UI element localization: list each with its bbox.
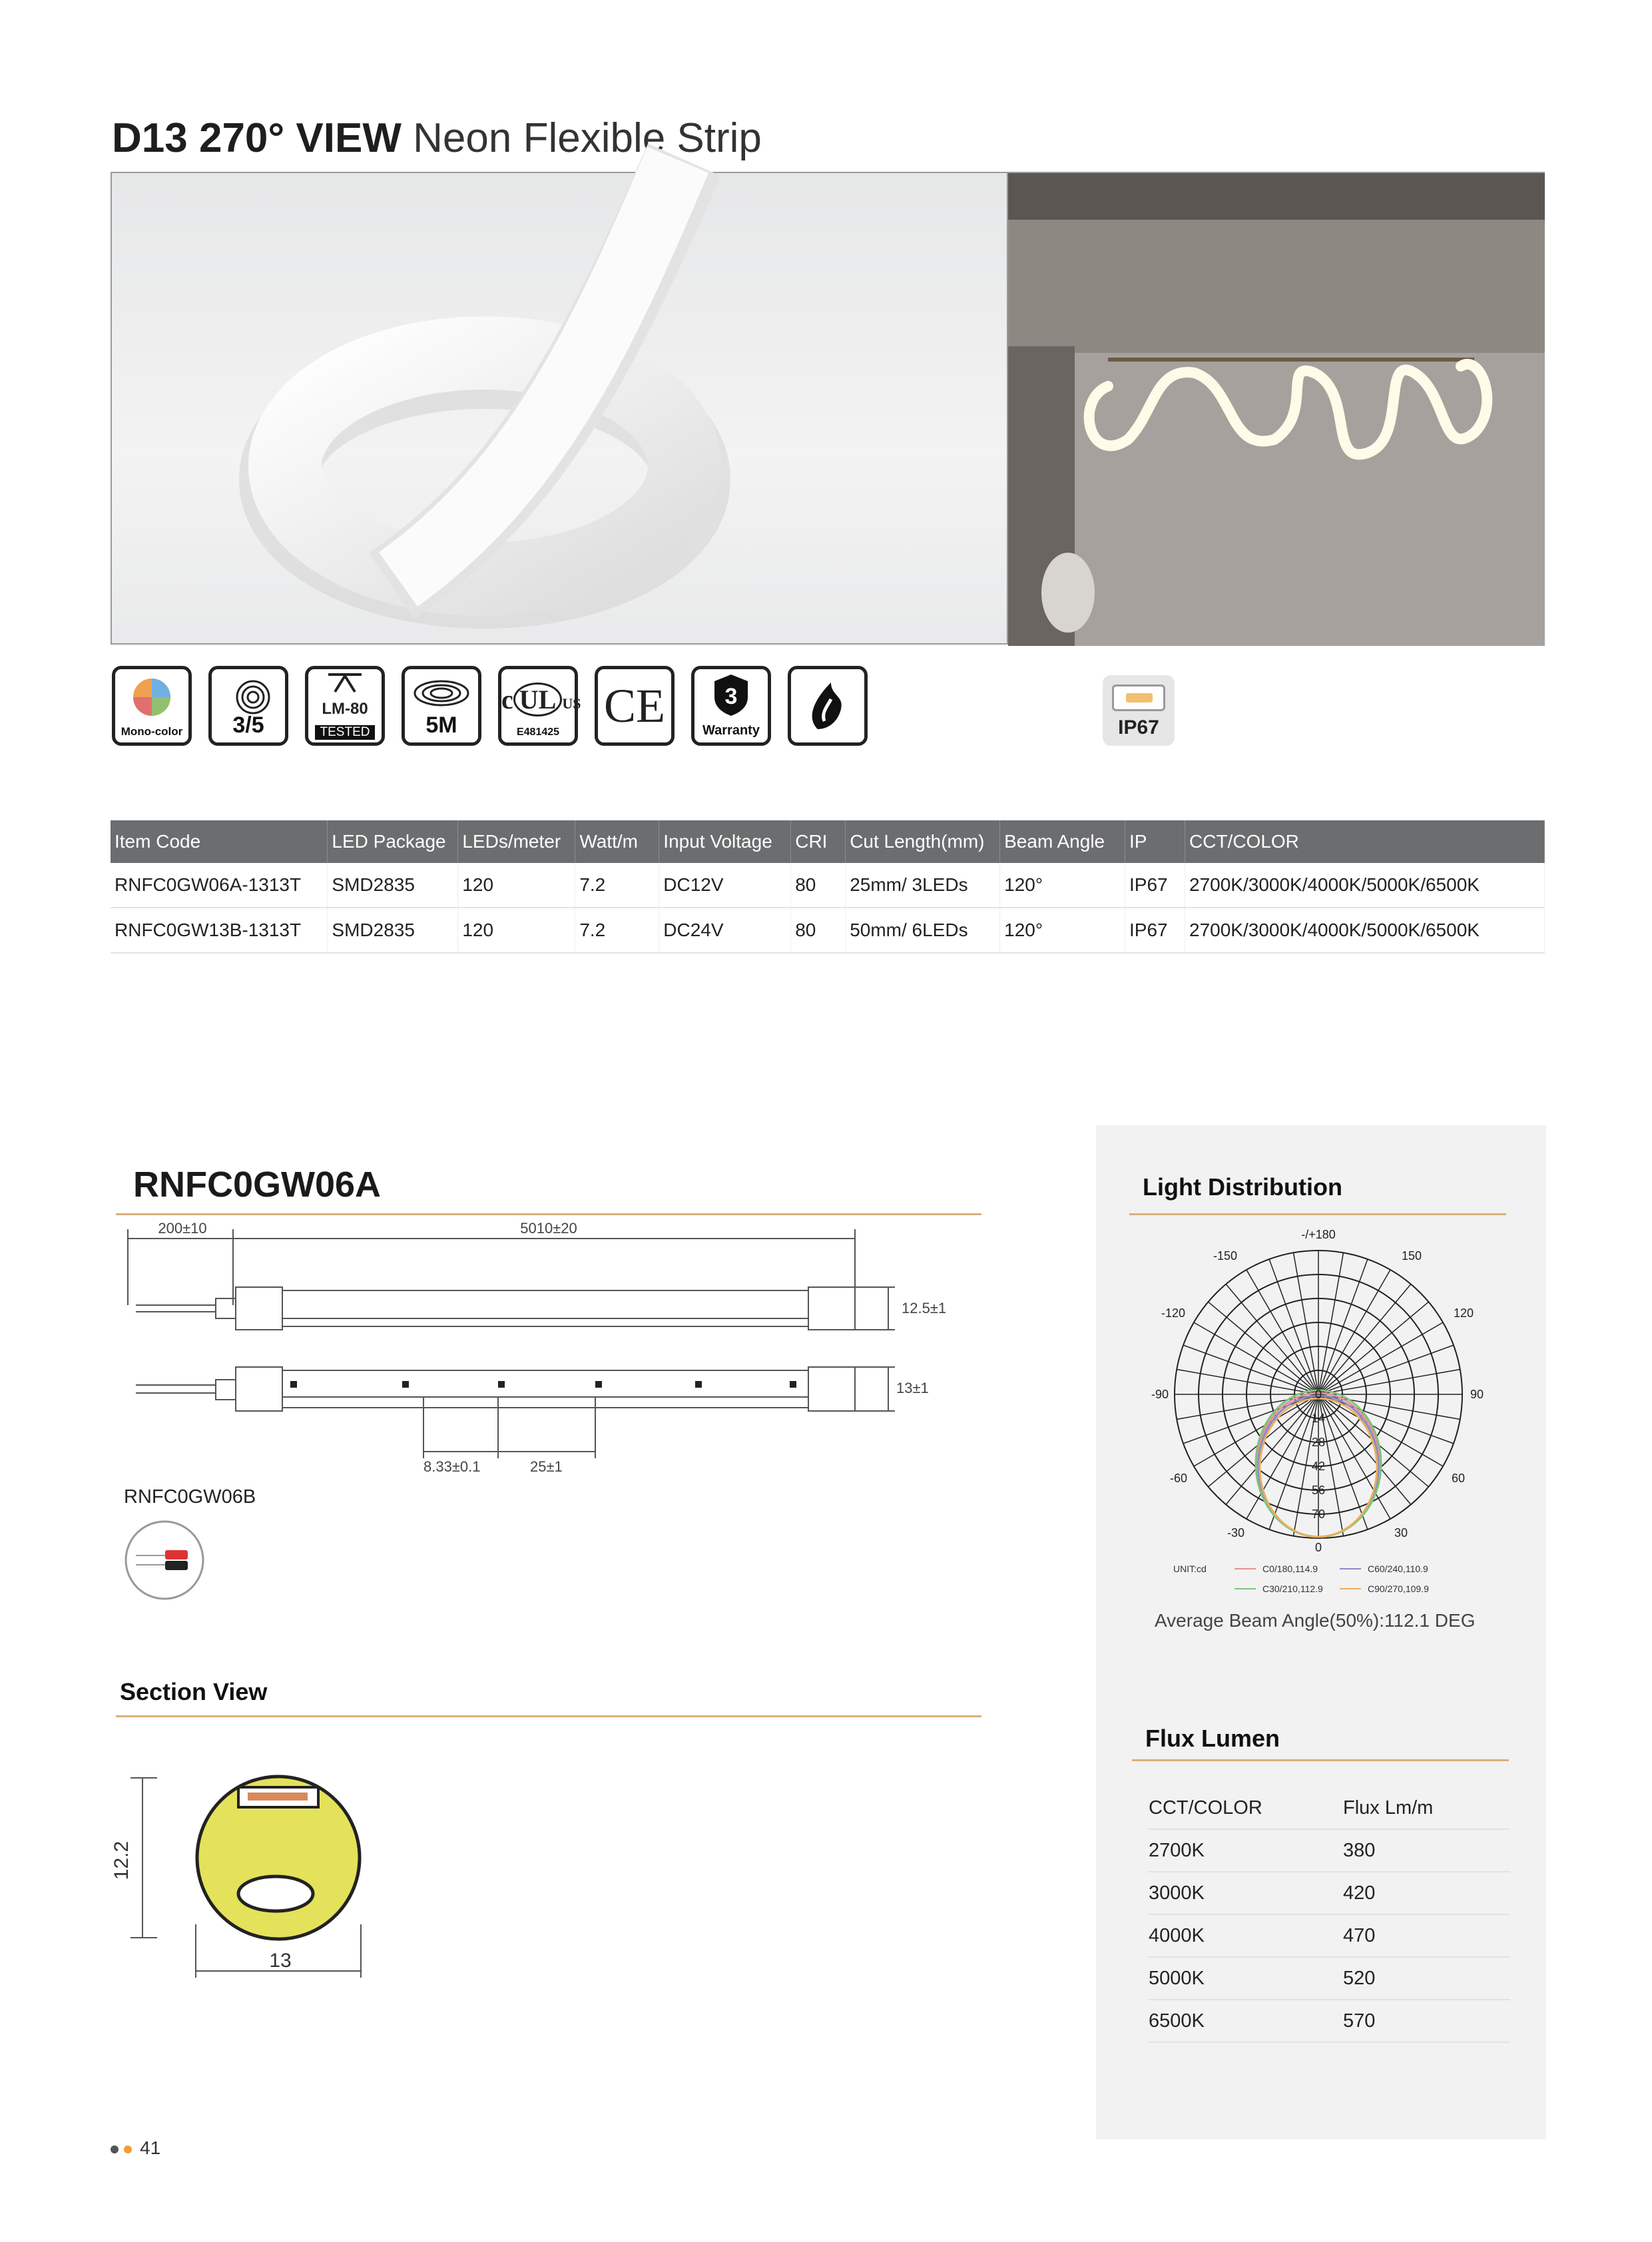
spec-cell: DC24V — [659, 908, 791, 953]
spec-header-cell: CRI — [791, 820, 846, 863]
flux-cell: 3000K — [1148, 1872, 1342, 1914]
spec-header-cell: LED Package — [328, 820, 458, 863]
spec-cell: 25mm/ 3LEDs — [846, 863, 1000, 908]
page-number: 41 — [140, 2137, 161, 2158]
flux-row — [1148, 1872, 1510, 1914]
dim-length: 5010±20 — [520, 1220, 577, 1237]
ce-icon — [595, 666, 675, 746]
mono-color-icon — [112, 666, 192, 746]
spec-header-cell: CCT/COLOR — [1185, 820, 1545, 863]
model-title: RNFC0GW06A — [133, 1165, 382, 1205]
flux-cell: 520 — [1342, 1957, 1510, 2000]
legend-c30: C30/210,112.9 — [1262, 1583, 1323, 1594]
angle-bottom: 0 — [1314, 1541, 1322, 1554]
flux-header-cell: CCT/COLOR — [1148, 1787, 1342, 1829]
section-width: 13 — [269, 1950, 292, 1972]
angle-ur: 120 — [1453, 1306, 1474, 1320]
angle-ul: -120 — [1161, 1306, 1186, 1320]
warranty-label: Warranty — [702, 723, 760, 738]
length-label: 5M — [425, 712, 457, 738]
spec-cell: RNFC0GW13B-1313T — [111, 908, 328, 953]
angle-tl: -150 — [1213, 1249, 1238, 1262]
dim-height: 12.5±1 — [902, 1300, 947, 1316]
dim-pitch: 8.33±0.1 — [423, 1458, 481, 1475]
product-photo-installation — [1008, 172, 1545, 645]
flux-cell: 420 — [1342, 1872, 1510, 1914]
flux-cell: 5000K — [1148, 1957, 1342, 2000]
warranty-icon — [691, 666, 771, 746]
footer-dot-orange — [124, 2145, 132, 2153]
radial-0: 0 — [1314, 1388, 1322, 1401]
spec-cell: IP67 — [1125, 908, 1185, 953]
spec-header-cell: Input Voltage — [659, 820, 791, 863]
legend-c60: C60/240,110.9 — [1368, 1563, 1428, 1574]
section-title-rule — [116, 1715, 981, 1717]
ul-number: E481425 — [516, 726, 560, 738]
title-rest: Neon Flexible Strip — [413, 115, 762, 161]
flux-row — [1148, 2000, 1510, 2042]
spec-cell: 50mm/ 6LEDs — [846, 908, 1000, 953]
flux-row — [1148, 1914, 1510, 1957]
flux-table — [1148, 1787, 1510, 2043]
title-bold: D13 270° VIEW — [112, 115, 402, 161]
alt-model-label: RNFC0GW06B — [124, 1486, 256, 1508]
radial-56: 56 — [1311, 1484, 1326, 1497]
angle-l: -90 — [1151, 1388, 1169, 1401]
spec-cell: 7.2 — [575, 908, 659, 953]
spec-cell: IP67 — [1125, 863, 1185, 908]
flux-row — [1148, 1829, 1510, 1872]
spec-row — [111, 863, 1545, 908]
tested-label: TESTED — [315, 725, 375, 740]
dimension-drawing — [116, 1219, 981, 1498]
flux-cell: 4000K — [1148, 1914, 1342, 1957]
beam-angle-note: Average Beam Angle(50%):112.1 DEG — [1155, 1610, 1476, 1631]
light-title-rule — [1129, 1213, 1506, 1215]
bend-label: 3/5 — [232, 712, 264, 738]
spec-cell: DC12V — [659, 863, 791, 908]
dim-width: 13±1 — [896, 1380, 929, 1396]
spec-header-cell: IP — [1125, 820, 1185, 863]
dim-cut: 25±1 — [530, 1458, 563, 1475]
reel-length-icon — [402, 666, 481, 746]
model-title-rule — [116, 1213, 981, 1215]
legend-c90: C90/270,109.9 — [1368, 1583, 1429, 1594]
warranty-num: 3 — [724, 684, 738, 709]
spec-cell: RNFC0GW06A-1313T — [111, 863, 328, 908]
legend-c0: C0/180,114.9 — [1262, 1563, 1318, 1574]
flame-rating-icon — [788, 666, 868, 746]
spec-header-cell: Item Code — [111, 820, 328, 863]
radial-28: 28 — [1311, 1436, 1326, 1449]
footer-dot-grey — [111, 2145, 119, 2153]
spec-header-cell: LEDs/meter — [458, 820, 575, 863]
ul-mark: c UL US — [501, 684, 575, 715]
flux-cell: 380 — [1342, 1829, 1510, 1872]
spec-cell: SMD2835 — [328, 908, 458, 953]
wire-end-icon — [123, 1518, 206, 1602]
flux-header-cell: Flux Lm/m — [1342, 1787, 1510, 1829]
spec-header-cell: Watt/m — [575, 820, 659, 863]
spec-cell: SMD2835 — [328, 863, 458, 908]
radial-70: 70 — [1311, 1508, 1326, 1521]
dim-lead: 200±10 — [158, 1220, 207, 1237]
flux-title-rule — [1132, 1759, 1509, 1761]
flux-header-row — [1148, 1787, 1510, 1829]
angle-r: 90 — [1470, 1388, 1484, 1401]
bend-radius-icon — [208, 666, 288, 746]
spec-table — [111, 820, 1545, 954]
ip67-icon — [1103, 675, 1175, 746]
spec-header-row — [111, 820, 1545, 863]
spec-cell: 120° — [1000, 863, 1125, 908]
flux-cell: 6500K — [1148, 2000, 1342, 2042]
spec-header-cell: Beam Angle — [1000, 820, 1125, 863]
product-photo-coil — [111, 172, 1008, 645]
polar-chart — [1119, 1219, 1518, 1605]
ce-mark: CE — [603, 679, 665, 732]
ul-listed-icon — [498, 666, 581, 746]
angle-lr: 60 — [1451, 1472, 1466, 1485]
spec-cell: 120 — [458, 863, 575, 908]
section-drawing — [111, 1758, 397, 1998]
angle-bl: -30 — [1227, 1526, 1245, 1540]
spec-row — [111, 908, 1545, 953]
angle-br: 30 — [1394, 1526, 1408, 1540]
ul-us: US — [562, 695, 581, 712]
spec-cell: 120° — [1000, 908, 1125, 953]
flux-lumen-title: Flux Lumen — [1145, 1725, 1280, 1752]
angle-ll: -60 — [1169, 1472, 1188, 1485]
section-view-title: Section View — [120, 1678, 268, 1705]
spec-cell: 80 — [791, 908, 846, 953]
ip67-label: IP67 — [1118, 716, 1159, 738]
spec-cell: 120 — [458, 908, 575, 953]
mono-color-label: Mono-color — [121, 725, 183, 738]
spec-cell: 2700K/3000K/4000K/5000K/6500K — [1185, 908, 1545, 953]
lm80-icon — [305, 666, 385, 746]
spec-cell: 2700K/3000K/4000K/5000K/6500K — [1185, 863, 1545, 908]
section-height: 12.2 — [111, 1840, 133, 1880]
flux-cell: 570 — [1342, 2000, 1510, 2042]
flux-row — [1148, 1957, 1510, 2000]
spec-cell: 7.2 — [575, 863, 659, 908]
radial-14: 14 — [1311, 1412, 1326, 1425]
spec-header-cell: Cut Length(mm) — [846, 820, 1000, 863]
flux-cell: 470 — [1342, 1914, 1510, 1957]
angle-top: -/+180 — [1301, 1228, 1336, 1241]
unit-label: UNIT:cd — [1173, 1563, 1207, 1574]
radial-42: 42 — [1311, 1460, 1326, 1473]
angle-tr: 150 — [1401, 1249, 1422, 1262]
flux-cell: 2700K — [1148, 1829, 1342, 1872]
light-distribution-title: Light Distribution — [1143, 1173, 1342, 1201]
lm80-label: LM-80 — [322, 700, 368, 718]
spec-cell: 80 — [791, 863, 846, 908]
